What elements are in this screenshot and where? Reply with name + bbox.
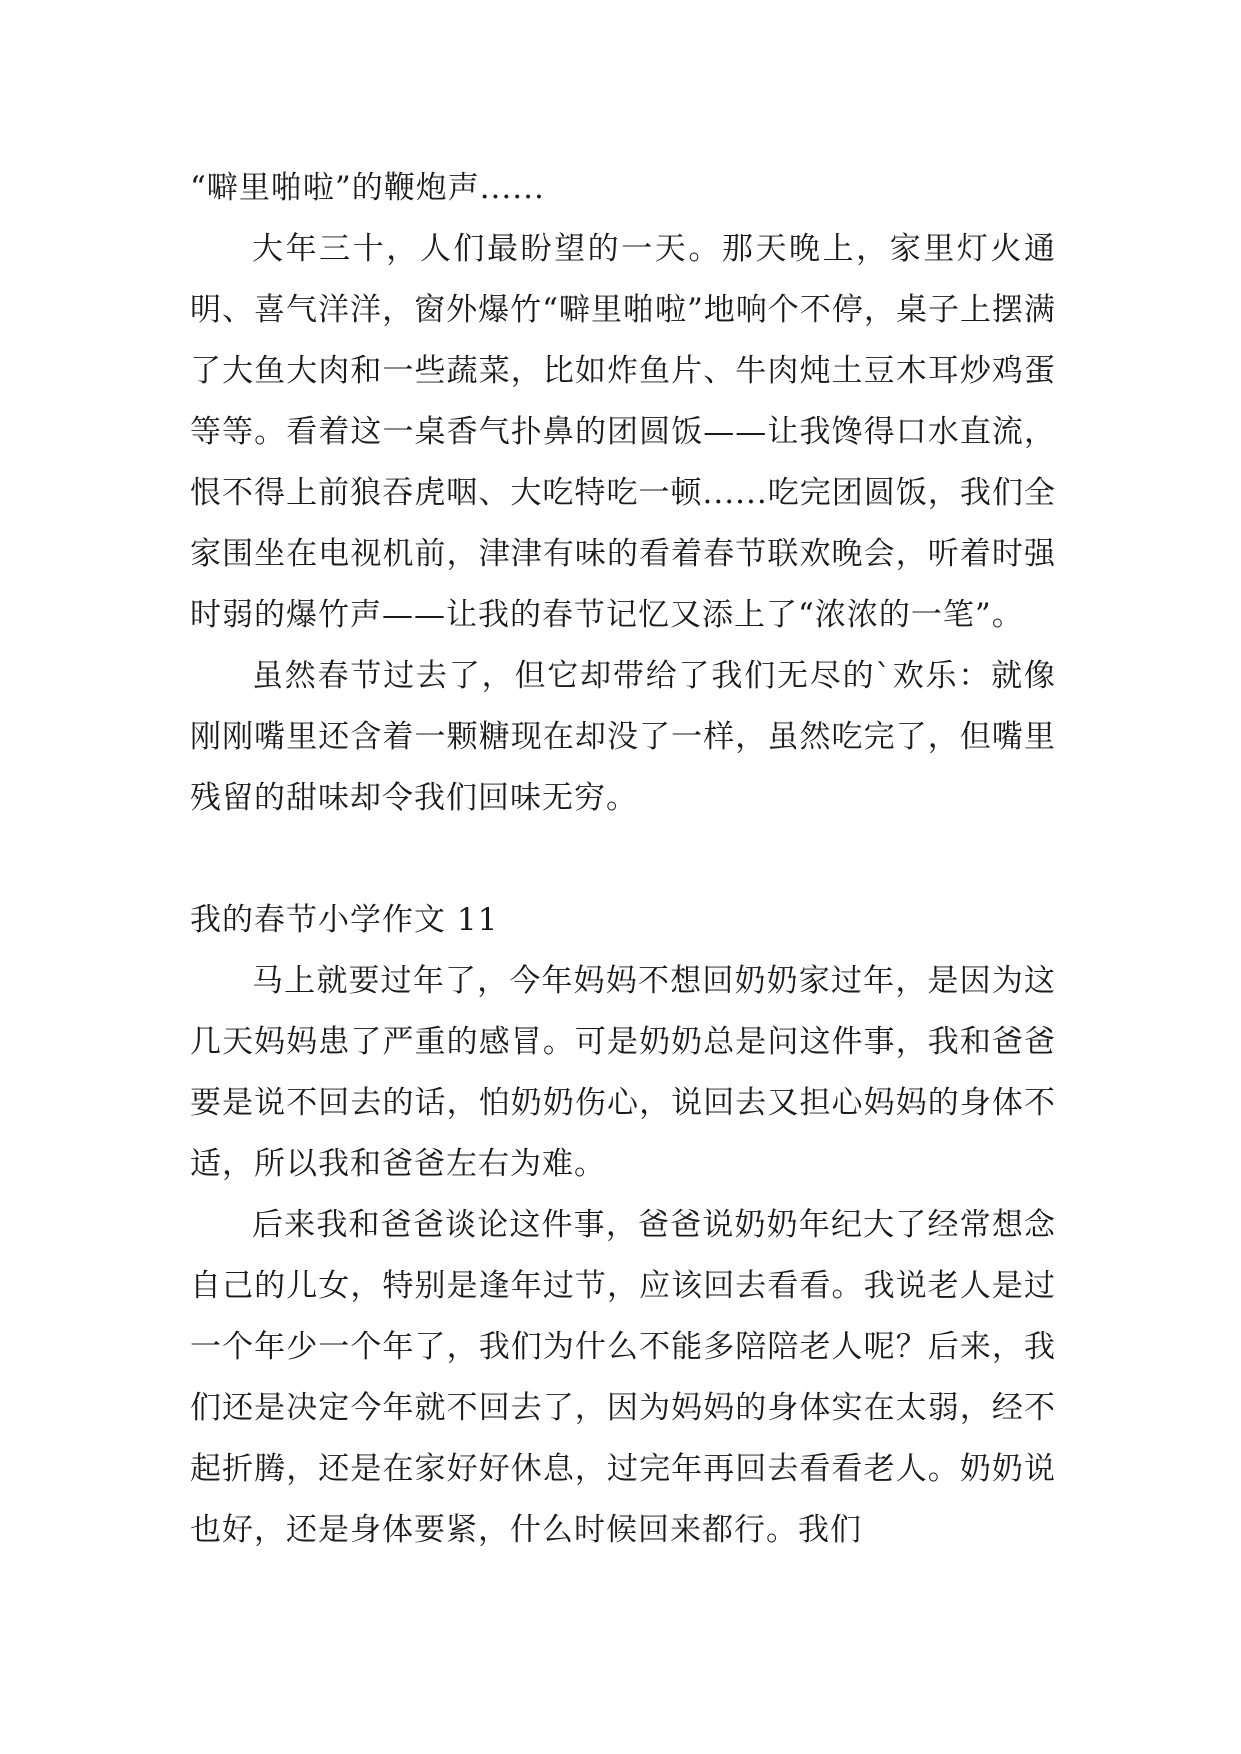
document-body <box>190 158 1056 1561</box>
paragraph-new-year-eve: 大年三十，人们最盼望的一天。那天晚上，家里灯火通明、喜气洋洋，窗外爆竹“噼里啪啦”地响个不停，桌子上摆满了大鱼大肉和一些蔬菜，比如炸鱼片、牛肉炖土豆木耳炒鸡蛋等等。看着这一桌香气扑鼻的团圆饭——让我馋得口水直流，恨不得上前狼吞虎咽、大吃特吃一顿......吃完团圆饭，我们全家围坐在电视机前，津津有味的看着春节联欢晚会，听着时强时弱的爆竹声——让我的春节记忆又添上了“浓浓的一笔”。 <box>190 231 1056 633</box>
trailing-line: “噼里啪啦”的鞭炮声...... <box>190 170 545 206</box>
paragraph-discussion: 后来我和爸爸谈论这件事，爸爸说奶奶年纪大了经常想念自己的儿女，特别是逢年过节，应该回去看看。我说老人是过一个年少一个年了，我们为什么不能多陪陪老人呢？后来，我们还是决定今年就不回去了，因为妈妈的身体实在太弱，经不起折腾，还是在家好好休息，过完年再回去看看老人。奶奶说也好，还是身体要紧，什么时候回来都行。我们 <box>190 1207 1056 1548</box>
paragraph-intro: 马上就要过年了，今年妈妈不想回奶奶家过年，是因为这几天妈妈患了严重的感冒。可是奶奶总是问这件事，我和爸爸要是说不回去的话，怕奶奶伤心，说回去又担心妈妈的身体不适，所以我和爸爸左右为难。 <box>190 963 1056 1182</box>
section-gap <box>190 829 1056 890</box>
essay-title: 我的春节小学作文 11 <box>190 902 499 938</box>
paragraph-conclusion: 虽然春节过去了，但它却带给了我们无尽的`欢乐：就像刚刚嘴里还含着一颗糖现在却没了一样，虽然吃完了，但嘴里残留的甜味却令我们回味无穷。 <box>190 658 1056 816</box>
